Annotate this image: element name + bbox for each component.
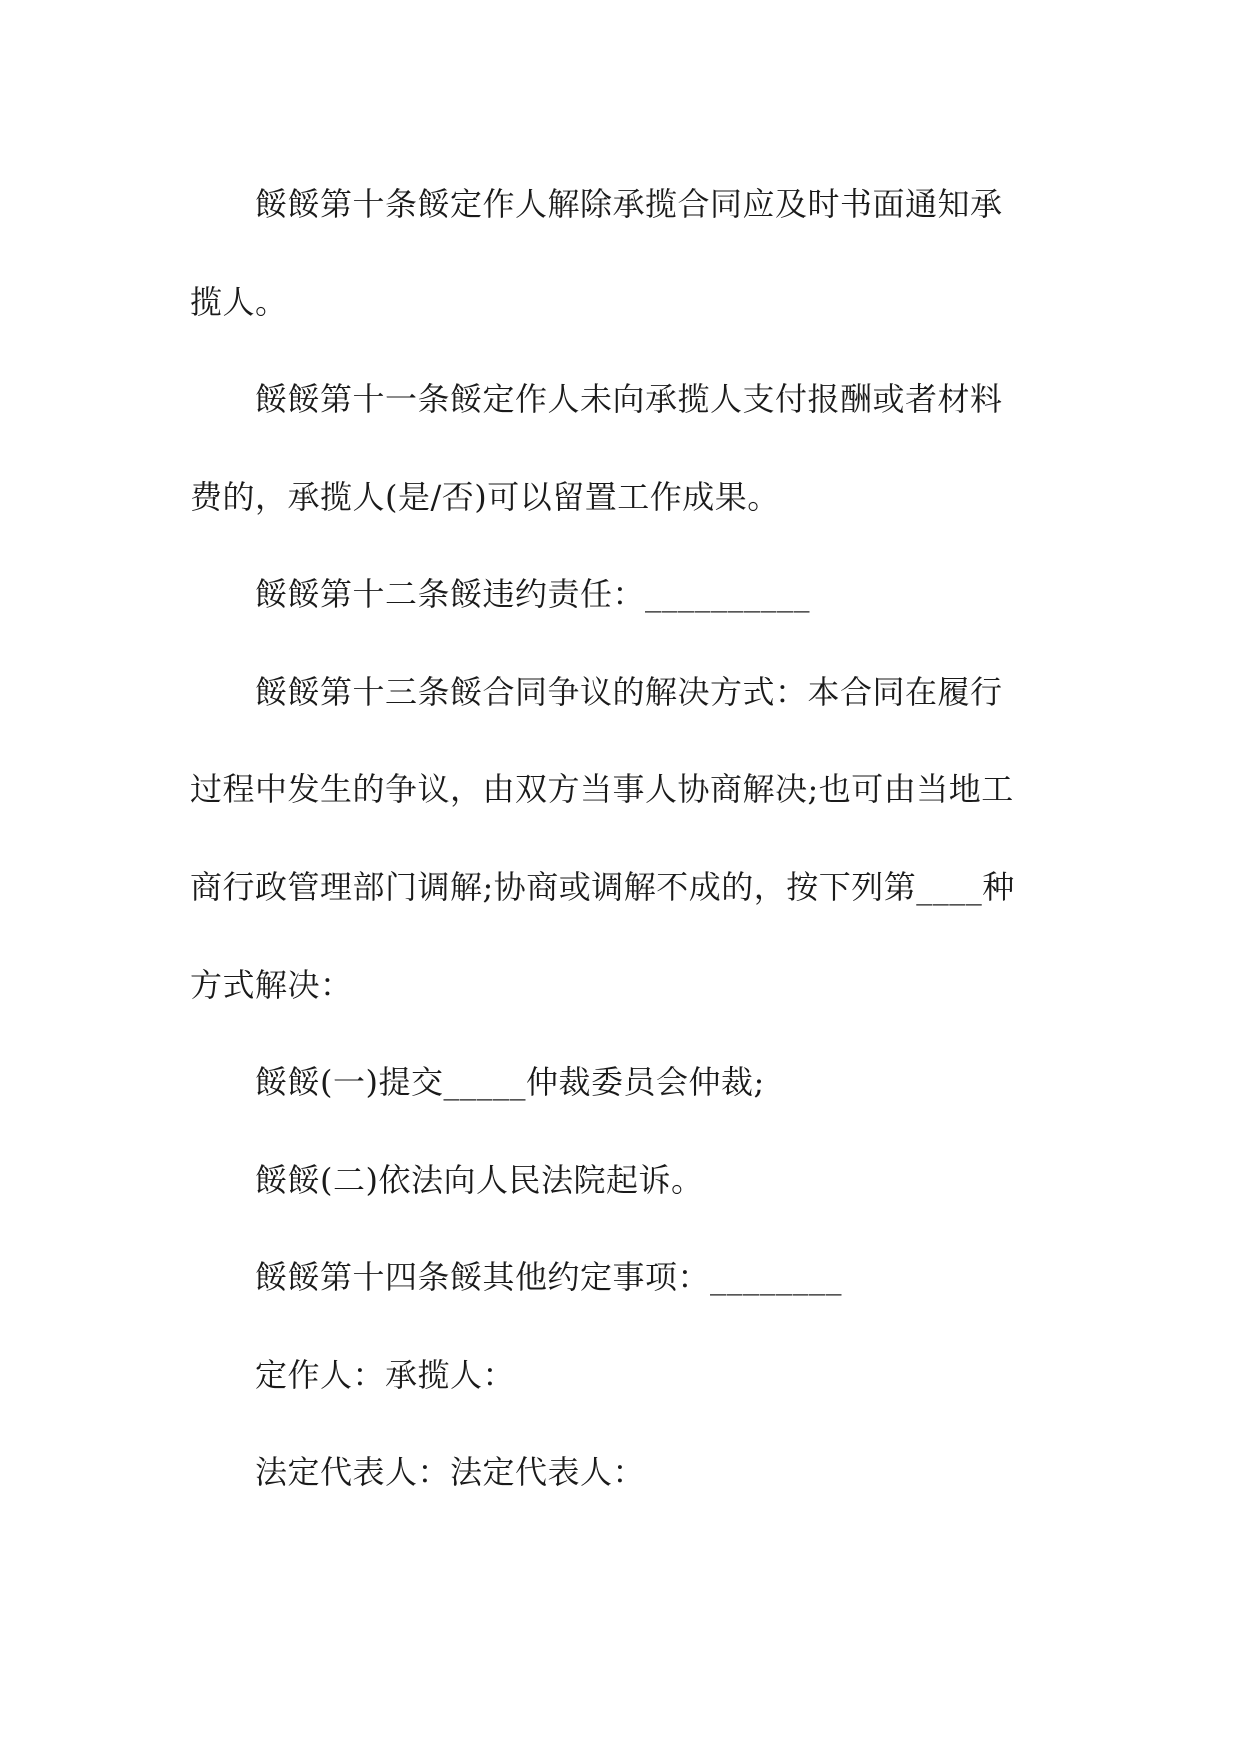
legal-representatives-line: 法定代表人：法定代表人：	[255, 1453, 646, 1491]
article-11-line-1: 餒餒第十一条餒定作人未向承揽人支付报酬或者材料	[255, 380, 1003, 418]
article-13-line-1: 餒餒第十三条餒合同争议的解决方式：本合同在履行	[255, 673, 1003, 711]
article-14-line: 餒餒第十四条餒其他约定事项：________	[255, 1258, 843, 1296]
article-13-line-4: 方式解决：	[190, 966, 353, 1004]
article-11-line-2: 费的，承揽人(是/否)可以留置工作成果。	[190, 478, 780, 516]
article-13-line-2: 过程中发生的争议，由双方当事人协商解决;也可由当地工	[190, 770, 1014, 808]
article-10-line-2: 揽人。	[190, 283, 288, 321]
article-10-line-1: 餒餒第十条餒定作人解除承揽合同应及时书面通知承	[255, 185, 1003, 223]
option-arbitration-line: 餒餒(一)提交_____仲裁委员会仲裁;	[255, 1063, 765, 1101]
option-litigation-line: 餒餒(二)依法向人民法院起诉。	[255, 1161, 704, 1199]
article-13-line-3: 商行政管理部门调解;协商或调解不成的，按下列第____种	[190, 868, 1015, 906]
parties-line: 定作人：承揽人：	[255, 1356, 516, 1394]
article-12-line: 餒餒第十二条餒违约责任：__________	[255, 575, 811, 613]
